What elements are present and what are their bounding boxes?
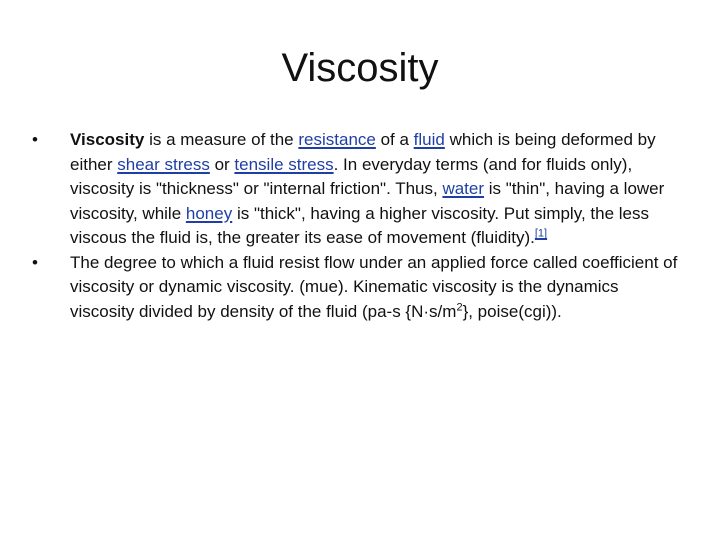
text-span: is a measure of the bbox=[144, 130, 299, 149]
text-span: of a bbox=[375, 130, 414, 149]
text-span: which is being deformed by either bbox=[70, 130, 656, 174]
bullet-marker: • bbox=[32, 252, 38, 272]
term-viscosity: Viscosity bbox=[70, 130, 145, 149]
text-span: }, poise(cgi)). bbox=[462, 301, 562, 321]
slide-title: Viscosity bbox=[281, 46, 439, 90]
link-honey[interactable]: honey bbox=[185, 203, 233, 223]
bullet-marker: • bbox=[32, 130, 38, 149]
link-tensile-stress[interactable]: tensile stress bbox=[234, 154, 334, 174]
bullet-item-coefficient-of-viscosity bbox=[32, 251, 682, 325]
link-shear-stress[interactable]: shear stress bbox=[117, 154, 210, 174]
reference-link-1[interactable]: [1] bbox=[534, 227, 548, 240]
text-span: The degree to which a fluid resist flow under an applied force called coefficient of viscosity or dynamic viscosity. (mue). Kinematic viscosity is the dynamics viscosity divided by density of the fluid (pa-s {N·s/m bbox=[70, 252, 678, 321]
text-span: . In everyday terms (and for fluids only), viscosity is "thickness" or "internal friction". Thus, bbox=[70, 154, 633, 198]
text-span: or bbox=[209, 154, 235, 174]
superscript-2: 2 bbox=[456, 300, 463, 313]
link-resistance[interactable]: resistance bbox=[298, 130, 376, 149]
text-span: is "thin", having a lower viscosity, while bbox=[70, 179, 665, 223]
bullet-item-viscosity-definition bbox=[32, 128, 682, 251]
bullet-list bbox=[32, 128, 682, 324]
text-span: is "thick", having a higher viscosity. Put simply, the less viscous the fluid is, the greater its ease of movement (fluidity). bbox=[70, 203, 649, 247]
link-water[interactable]: water bbox=[442, 179, 485, 198]
link-fluid[interactable]: fluid bbox=[413, 130, 445, 149]
